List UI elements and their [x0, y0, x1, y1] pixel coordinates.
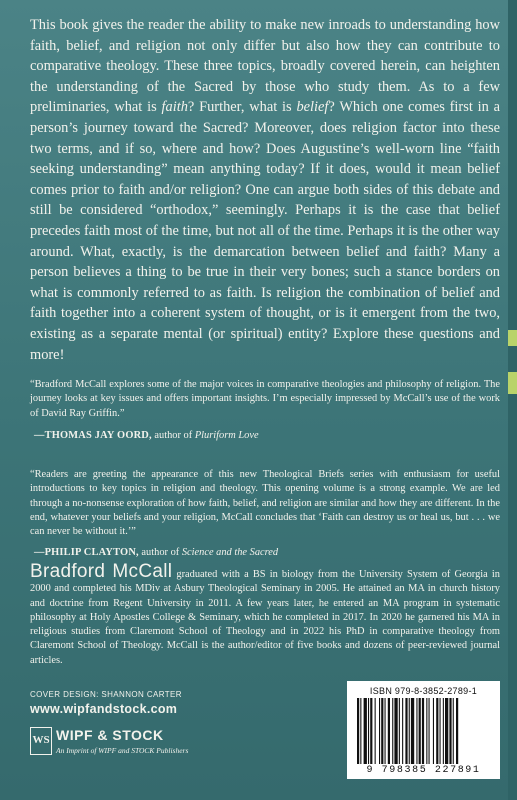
endorsement-attribution-1: —THOMAS JAY OORD, author of Pluriform Love: [34, 430, 259, 441]
cover-design-credit: COVER DESIGN: SHANNON CARTER: [30, 690, 182, 699]
publisher-logo-icon: WS: [30, 727, 52, 755]
spine-accent-top: [508, 330, 517, 346]
publisher-url[interactable]: www.wipfandstock.com: [30, 702, 178, 716]
term-faith: faith: [161, 99, 188, 116]
author-bio: Bradford McCall graduated with a BS in biology from the University System of Georgia in 2000 and completed his MDiv at Asbury Theological Seminary in 2005. He attained an MA in church history and doctrine from Regent University in 2011. A few years later, he entered an MA program in systematic philosophy at Holy Apostles College & Seminary, which he completed in 2017. In 2020 he garnered his MA in religious studies from Claremont School of Theology and in 2022 his PhD in comparative theology from Claremont School of Theology. McCall is the author/editor of five books and dozens of peer-reviewed journal articles.: [30, 561, 500, 666]
publisher-name: WIPF & STOCK: [56, 727, 164, 743]
endorsement-quote-2: “Readers are greeting the appearance of this new Theological Briefs series with enthusiasm for useful introductions to key topics in religion and theology. This opening volume is a strong example. We are led through a no-nonsense exploration of how faith, belief, and religion are similar and how they are different. In the end, whatever your beliefs and your religion, McCall concludes that ‘Faith can destroy us or heal us, but . . . we can never be without it.’”: [30, 469, 500, 538]
isbn-text: ISBN 979-8-3852-2789-1: [369, 686, 478, 696]
term-belief: belief: [296, 99, 329, 116]
publisher-imprint: An Imprint of WIPF and STOCK Publishers: [56, 746, 189, 755]
author-name: Bradford McCall: [30, 561, 173, 582]
spine-edge-strip: [508, 0, 517, 800]
barcode-digits: 9 798385 227891: [366, 765, 481, 776]
endorsement-attribution-2: —PHILIP CLAYTON, author of Science and the Sacred: [34, 547, 279, 558]
isbn-barcode: [347, 681, 500, 779]
back-cover-blurb: This book gives the reader the ability to make new inroads to understanding how faith, belief, and religion not only differ but also how they can contribute to comparative theology. These three topics, broadly covered herein, can heighten the understanding of the Sacred by those who study them. As to a few preliminaries, what is faith? Further, what is belief? Which one comes first in a person’s journey toward the Sacred? Moreover, does religion factor into these two terms, and if so, where and how? Does Augustine’s well-worn line “faith seeking understanding” mean anything today? If it does, would it mean belief comes prior to faith and/or religion? One can argue both sides of this debate and still be considered “orthodox,” seemingly. Perhaps it is the case that belief precedes faith most of the time, but not all of the time. Perhaps it is the other way around. What, exactly, is the demarcation between belief and faith? Many a person believes a thing to be true in their very bones; such a stance borders on what is commonly referred to as faith. Is religion the combination of belief and faith together into a coherent system of thought, or is it emergent from the two, existing as a separate mental (or spiritual) entity? Explore these questions and more!: [30, 17, 500, 363]
endorsement-quote-1: “Bradford McCall explores some of the major voices in comparative theologies and philosophy of religion. The journey looks at key issues and offers important insights. I’m especially impressed by McCall’s use of the work of David Ray Griffin.”: [30, 379, 500, 419]
spine-accent-bottom: [508, 372, 517, 394]
barcode-bars-icon: [353, 698, 494, 764]
